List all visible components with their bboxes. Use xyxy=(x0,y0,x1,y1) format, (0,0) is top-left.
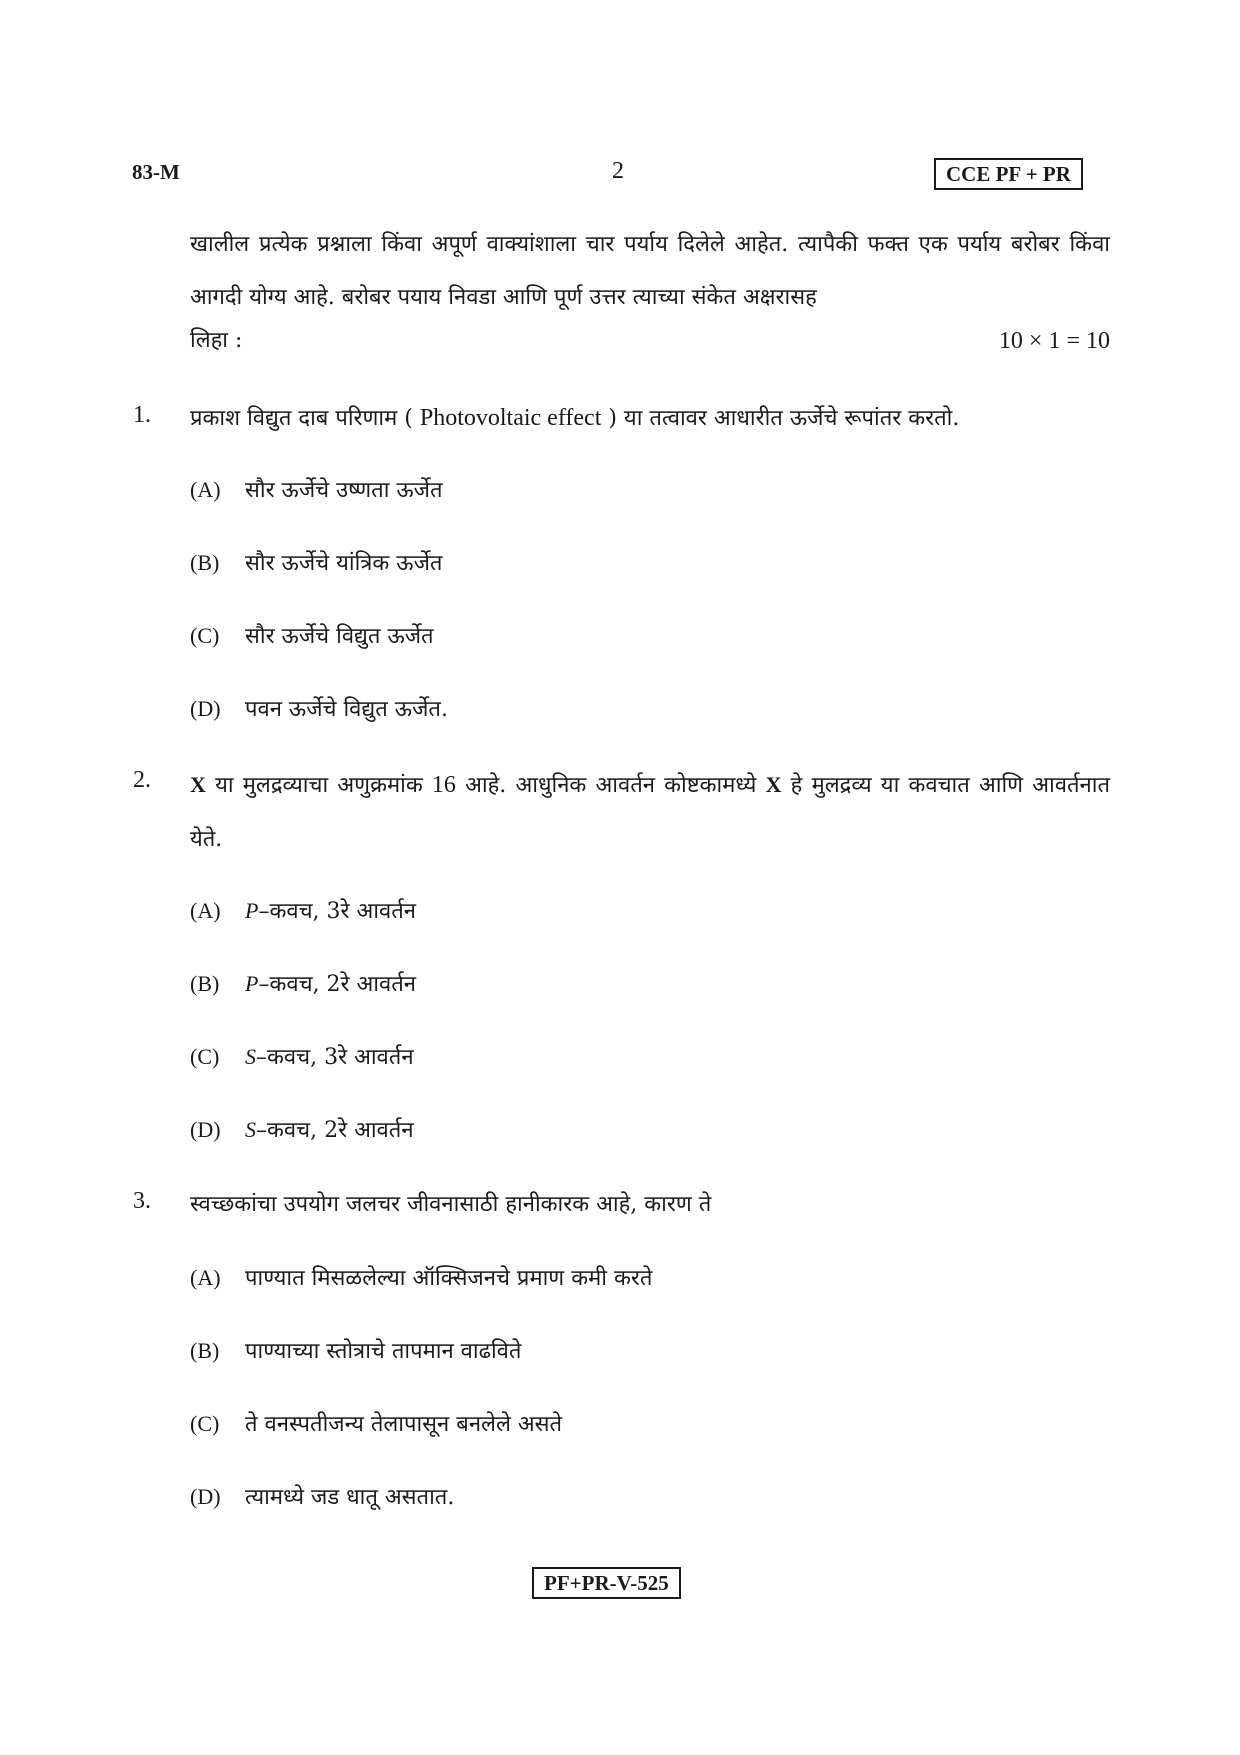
option-c: (C) S–कवच, 3रे आवर्तन xyxy=(190,1044,414,1070)
option-a: (A) P–कवच, 3रे आवर्तन xyxy=(190,898,416,924)
option-c: (C) सौर ऊर्जेचे विद्युत ऊर्जेत xyxy=(190,623,434,649)
option-d: (D) S–कवच, 2रे आवर्तन xyxy=(190,1117,414,1143)
option-a: (A) पाण्यात मिसळलेल्या ऑक्सिजनचे प्रमाण कमी करते xyxy=(190,1265,653,1291)
page-number: 2 xyxy=(612,158,624,184)
footer-code-box: PF+PR-V-525 xyxy=(532,1567,681,1599)
option-a: (A) सौर ऊर्जेचे उष्णता ऊर्जेत xyxy=(190,477,443,503)
instructions-text: खालील प्रत्येक प्रश्नाला किंवा अपूर्ण वाक्यांशाला चार पर्याय दिलेले आहेत. त्यापैकी फक्त एक पर्याय बरोबर किंवा आगदी योग्य आहे. बरोबर पयाय निवडा आणि पूर्ण उत्तर त्याच्या संकेत अक्षरासह xyxy=(190,232,1110,310)
question-number: 2. xyxy=(133,767,151,793)
question-text: X या मुलद्रव्याचा अणुक्रमांक 16 आहे. आधुनिक आवर्तन कोष्टकामध्ये X हे मुलद्रव्य या कवचात आणि आवर्तनात येते. xyxy=(190,772,1110,852)
option-b: (B) पाण्याच्या स्तोत्राचे तापमान वाढविते xyxy=(190,1338,522,1364)
option-c: (C) ते वनस्पतीजन्य तेलापासून बनलेले असते xyxy=(190,1411,563,1437)
paper-code: 83-M xyxy=(132,160,180,184)
marks-allocation: 10 × 1 = 10 xyxy=(998,328,1110,354)
option-d: (D) पवन ऊर्जेचे विद्युत ऊर्जेत. xyxy=(190,696,448,722)
option-b: (B) P–कवच, 2रे आवर्तन xyxy=(190,971,416,997)
option-b: (B) सौर ऊर्जेचे यांत्रिक ऊर्जेत xyxy=(190,550,443,576)
question-text: स्वच्छकांचा उपयोग जलचर जीवनासाठी हानीकारक आहे, कारण ते xyxy=(190,1192,712,1217)
question-number: 3. xyxy=(133,1188,151,1214)
english-term: Photovoltaic effect xyxy=(419,405,602,431)
series-box: CCE PF + PR xyxy=(934,158,1083,190)
question-number: 1. xyxy=(133,402,151,428)
option-d: (D) त्यामध्ये जड धातू असतात. xyxy=(190,1484,455,1510)
instructions-last-line: लिहा : xyxy=(190,328,243,353)
question-text: प्रकाश विद्युत दाब परिणाम ( Photovoltaic effect ) या तत्वावर आधारीत ऊर्जेचे रूपांतर करतो. xyxy=(190,405,960,431)
